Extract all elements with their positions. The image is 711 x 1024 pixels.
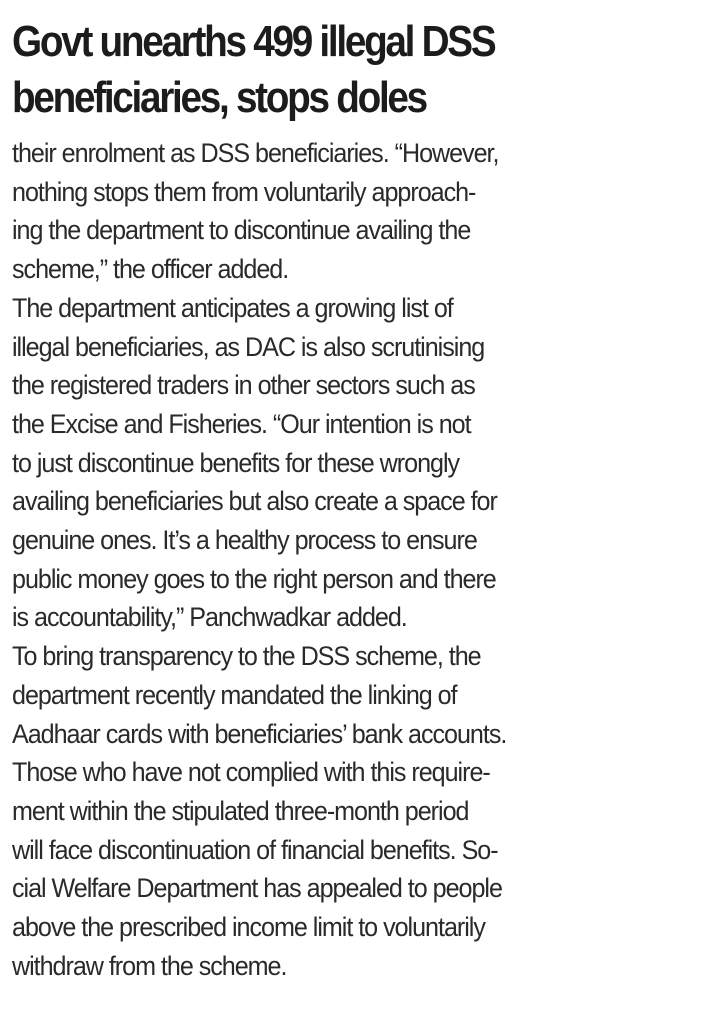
body-line: illegal beneficiaries, as DAC is also scrutinising xyxy=(12,331,485,362)
news-article xyxy=(12,14,702,985)
article-body xyxy=(12,134,702,985)
body-line: cial Welfare Department has appealed to people xyxy=(12,873,502,904)
body-line: the Excise and Fisheries. “Our intention is not xyxy=(12,408,471,439)
body-line: ing the department to discontinue availing the xyxy=(12,215,471,246)
body-line: above the prescribed income limit to voluntarily xyxy=(12,912,485,943)
body-line: The department anticipates a growing list of xyxy=(12,292,453,323)
body-line: the registered traders in other sectors such as xyxy=(12,370,475,401)
body-line: Aadhaar cards with beneficiaries’ bank accounts. xyxy=(12,718,507,749)
body-line: will face discontinuation of financial benefits. So- xyxy=(12,834,498,865)
headline-line: beneficiaries, stops doles xyxy=(12,73,426,122)
body-line: withdraw from the scheme. xyxy=(12,950,287,981)
body-line: is accountability,” Panchwadkar added. xyxy=(12,602,407,633)
body-line: To bring transparency to the DSS scheme, the xyxy=(12,641,481,672)
body-line: availing beneficiaries but also create a space for xyxy=(12,486,497,517)
body-line: public money goes to the right person and there xyxy=(12,563,496,594)
body-line: ment within the stipulated three-month period xyxy=(12,795,469,826)
headline-line: Govt unearths 499 illegal DSS xyxy=(12,17,495,66)
body-line: to just discontinue benefits for these wrongly xyxy=(12,447,460,478)
body-line: scheme,” the officer added. xyxy=(12,254,289,285)
body-line: genuine ones. It’s a healthy process to ensure xyxy=(12,525,477,556)
body-line: nothing stops them from voluntarily approach- xyxy=(12,176,476,207)
body-line: department recently mandated the linking of xyxy=(12,679,457,710)
body-line: their enrolment as DSS beneficiaries. “However, xyxy=(12,138,499,168)
body-line: Those who have not complied with this require- xyxy=(12,757,490,788)
headline xyxy=(12,14,619,126)
